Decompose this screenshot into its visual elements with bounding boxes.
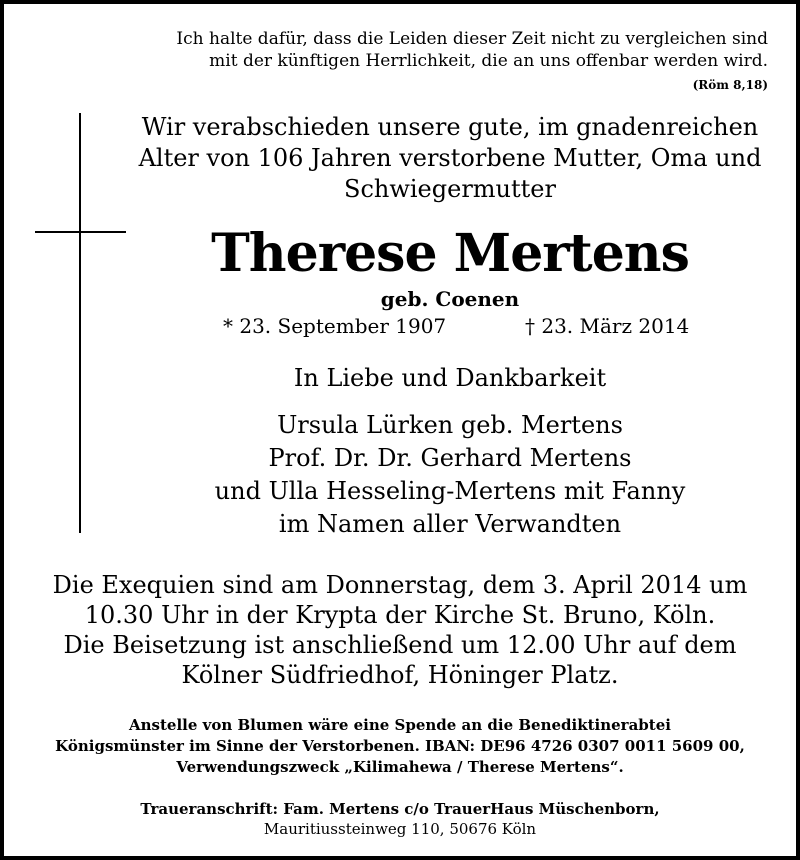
- donation-line: Königsmünster im Sinne der Verstorbenen. IBAN: DE96 4726 0307 0011 5609 00,: [55, 737, 745, 755]
- donation-line: Verwendungszweck „Kilimahewa / Therese Mertens“.: [176, 758, 624, 776]
- cross-icon: [79, 113, 81, 533]
- bible-quote: [48, 28, 768, 72]
- bible-quote-line: mit der künftigen Herrlichkeit, die an uns offenbar werden wird.: [209, 51, 768, 71]
- dedication: In Liebe und Dankbarkeit: [293, 364, 607, 392]
- mourning-address: [10, 799, 790, 839]
- bible-quote-line: Ich halte dafür, dass die Leiden dieser Zeit nicht zu vergleichen sind: [176, 29, 768, 49]
- mourner-line: Prof. Dr. Dr. Gerhard Mertens: [268, 444, 632, 472]
- birth-name: geb. Coenen: [380, 287, 520, 311]
- deceased-name: Therese Mertens: [211, 223, 689, 284]
- cross-icon-bar: [35, 231, 126, 233]
- donation-line: Anstelle von Blumen wäre eine Spende an die Benediktinerabtei: [129, 716, 671, 734]
- intro-line: Wir verabschieden unsere gute, im gnadenreichen: [141, 113, 759, 141]
- intro-line: Alter von 106 Jahren verstorbene Mutter, Oma und: [138, 144, 762, 172]
- donation-info: [10, 715, 790, 778]
- birth-date: * 23. September 1907: [223, 314, 447, 338]
- funeral-line: Kölner Südfriedhof, Höninger Platz.: [181, 661, 619, 689]
- mourners-list: [120, 409, 780, 541]
- funeral-info: [10, 570, 790, 690]
- intro-text: [120, 112, 780, 205]
- death-date: † 23. März 2014: [525, 314, 690, 338]
- mourner-line: Ursula Lürken geb. Mertens: [277, 411, 623, 439]
- address-street: Mauritiussteinweg 110, 50676 Köln: [263, 820, 537, 838]
- address-label: Traueranschrift: Fam. Mertens c/o TrauerHaus Müschenborn,: [140, 800, 660, 818]
- intro-line: Schwiegermutter: [344, 175, 556, 203]
- funeral-line: 10.30 Uhr in der Krypta der Kirche St. Bruno, Köln.: [84, 601, 716, 629]
- funeral-line: Die Beisetzung ist anschließend um 12.00 Uhr auf dem: [63, 631, 737, 659]
- mourner-line: im Namen aller Verwandten: [278, 510, 622, 538]
- funeral-line: Die Exequien sind am Donnerstag, dem 3. April 2014 um: [52, 571, 748, 599]
- mourner-line: und Ulla Hesseling-Mertens mit Fanny: [214, 477, 686, 505]
- bible-reference: (Röm 8,18): [692, 78, 768, 92]
